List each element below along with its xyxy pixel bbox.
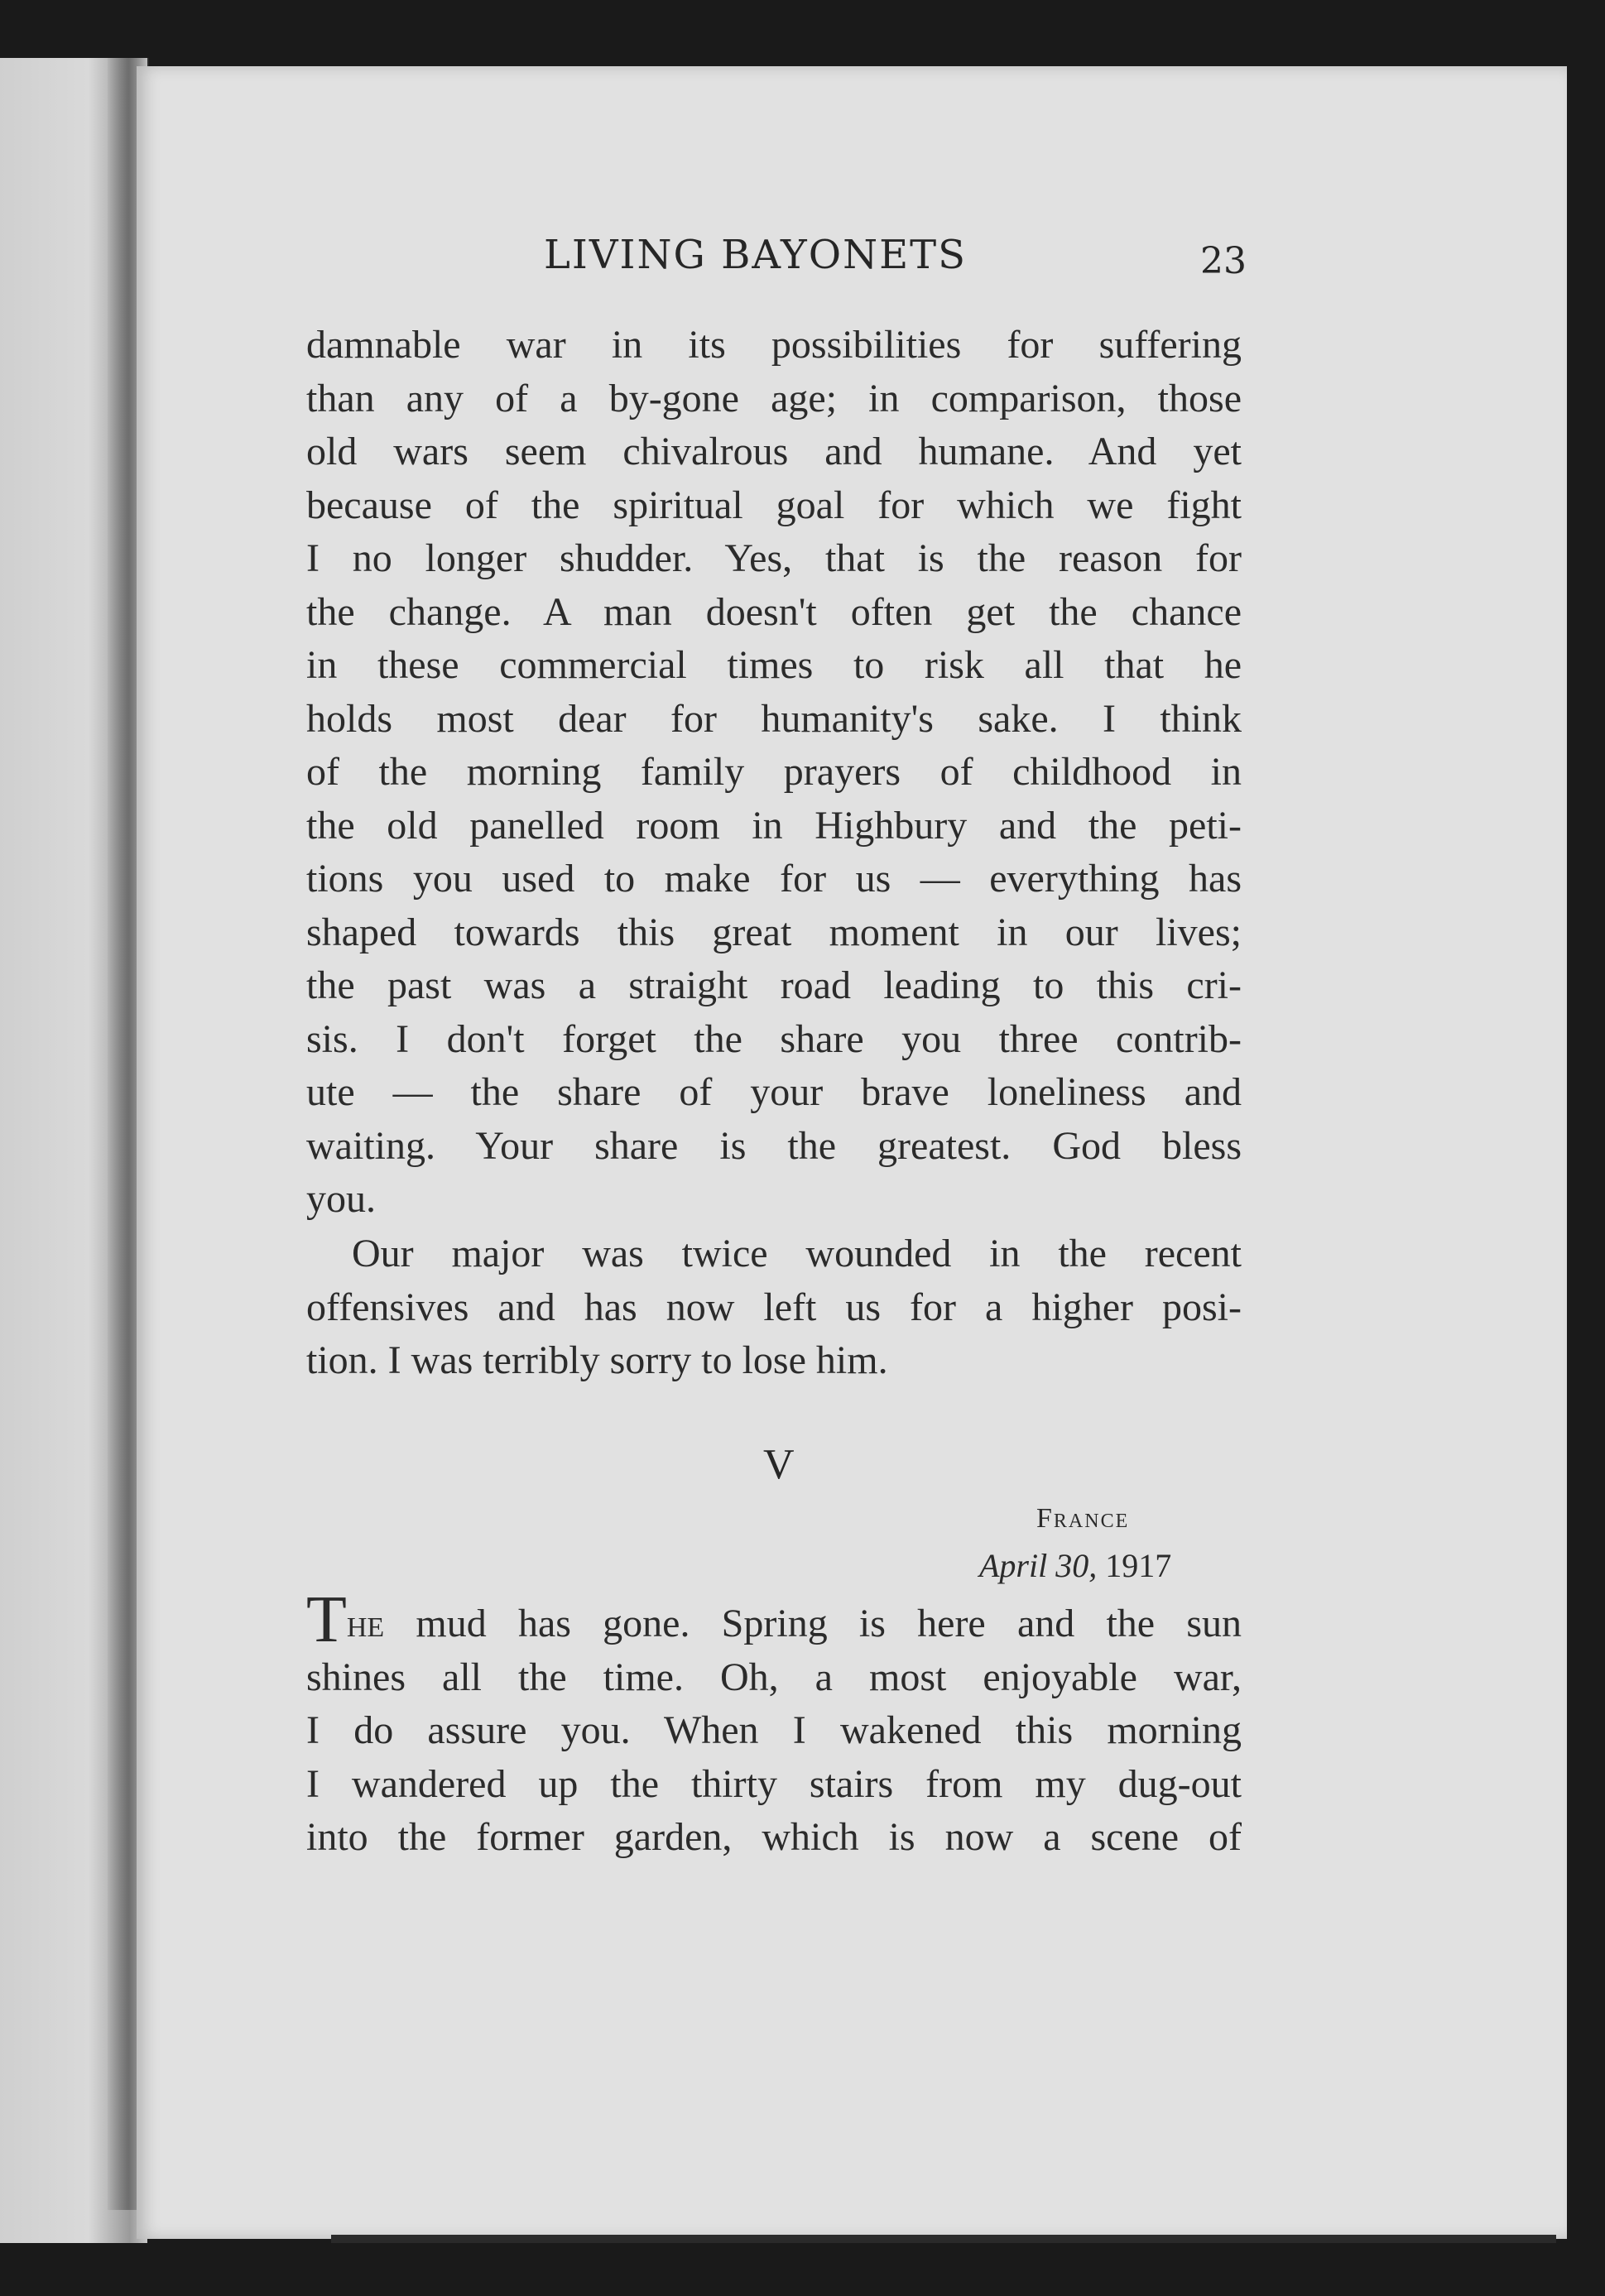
text-line: of the morning family prayers of childhood in — [306, 750, 1242, 794]
letter-body — [306, 1583, 1242, 1865]
letter-date — [979, 1546, 1171, 1585]
page-number: 23 — [1200, 240, 1247, 282]
text-line: you. — [306, 1177, 376, 1221]
text-line: Our major was twice wounded in the recent — [352, 1232, 1242, 1275]
page-bottom-edge — [331, 2235, 1556, 2243]
text-line: into the former garden, which is now a scene of — [306, 1815, 1242, 1859]
drop-cap: T — [306, 1583, 347, 1656]
first-line-rest: mud has gone. Spring is here and the sun — [416, 1602, 1242, 1645]
text-line: sis. I don't forget the share you three contrib- — [306, 1016, 1242, 1061]
text-line: I no longer shudder. Yes, that is the reason for — [306, 536, 1242, 580]
text-line: shines all the time. Oh, a most enjoyable war, — [306, 1655, 1242, 1699]
text-line: offensives and has now left us for a higher posi- — [306, 1285, 1242, 1329]
text-line: the change. A man doesn't often get the chance — [306, 589, 1242, 634]
text-line: tions you used to make for us — everything has — [306, 857, 1242, 901]
text-line: than any of a by-gone age; in comparison, those — [306, 376, 1242, 420]
text-line: I do assure you. When I wakened this morning — [306, 1708, 1242, 1752]
text-line — [306, 1583, 1242, 1656]
letter-body-lines — [306, 1651, 1242, 1865]
paragraph-continued — [306, 319, 1242, 1227]
date-year: 1917 — [1105, 1547, 1172, 1584]
text-line: old wars seem chivalrous and humane. And yet — [306, 430, 1242, 473]
text-line: waiting. Your share is the greatest. God bless — [306, 1123, 1242, 1168]
text-line: the past was a straight road leading to this cri- — [306, 963, 1242, 1007]
lead-small-caps: he — [346, 1602, 385, 1645]
text-line: the old panelled room in Highbury and the peti- — [306, 803, 1242, 848]
paragraph-major — [306, 1227, 1242, 1388]
letter-place: France — [1036, 1503, 1130, 1534]
text-line: tion. I was terribly sorry to lose him. — [306, 1338, 888, 1382]
date-month-day: April 30, — [979, 1547, 1098, 1584]
text-line: holds most dear for humanity's sake. I think — [306, 696, 1242, 741]
text-line: in these commercial times to risk all that he — [306, 643, 1242, 687]
text-line: ute — the share of your brave loneliness and — [306, 1070, 1242, 1114]
running-head: LIVING BAYONETS — [544, 232, 968, 278]
text-line: because of the spiritual goal for which we fight — [306, 483, 1242, 527]
section-number: V — [763, 1441, 795, 1488]
text-line: damnable war in its possibilities for suffering — [306, 323, 1242, 367]
text-line: shaped towards this great moment in our lives; — [306, 910, 1242, 954]
text-line: I wandered up the thirty stairs from my dug-out — [306, 1761, 1242, 1806]
